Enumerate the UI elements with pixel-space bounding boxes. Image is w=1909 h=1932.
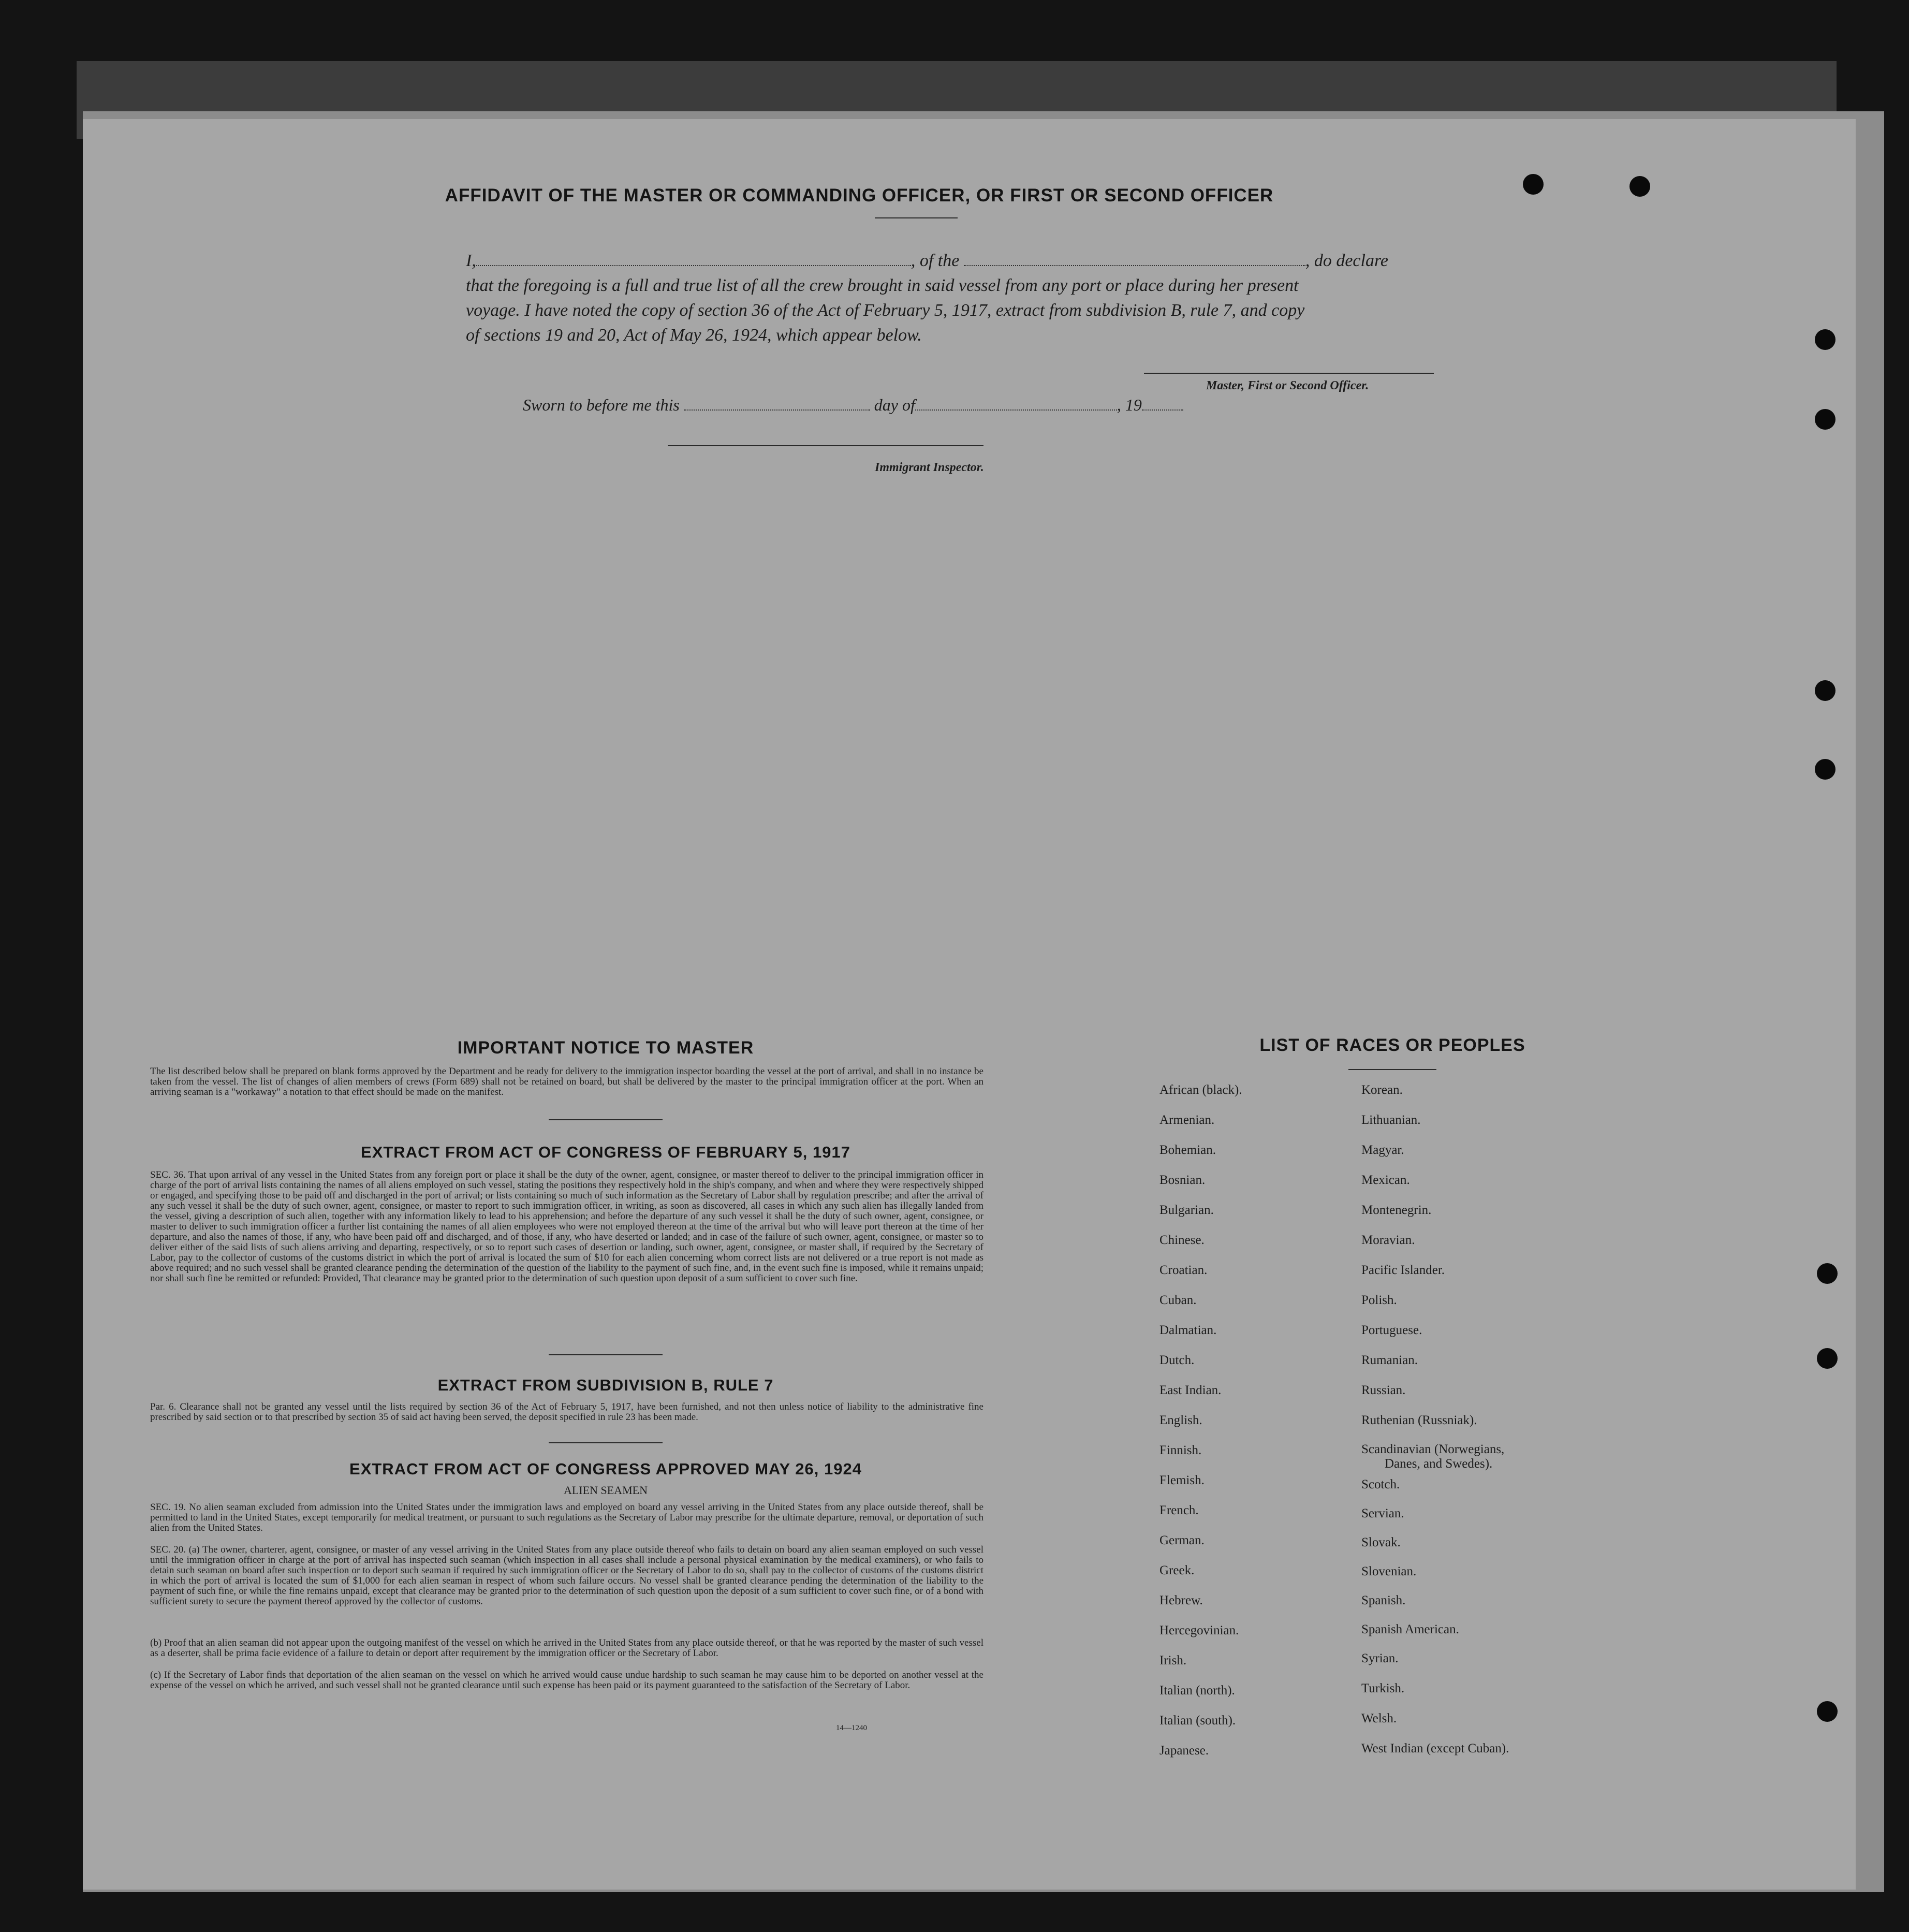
race-item: Bohemian. xyxy=(1159,1143,1216,1157)
sworn-statement: Sworn to before me this day of , 19 xyxy=(523,396,1183,415)
race-item: Lithuanian. xyxy=(1361,1113,1421,1127)
race-item: Slovak. xyxy=(1361,1535,1401,1549)
notice-title: IMPORTANT NOTICE TO MASTER xyxy=(457,1038,754,1058)
document-page xyxy=(83,119,1856,1890)
races-title: LIST OF RACES OR PEOPLES xyxy=(1259,1035,1525,1055)
race-item: Russian. xyxy=(1361,1383,1406,1397)
name-blank xyxy=(476,265,911,266)
sworn-day-blank xyxy=(684,409,870,411)
vessel-blank xyxy=(964,265,1305,266)
affidavit-title-rule xyxy=(875,217,958,218)
race-item: Korean. xyxy=(1361,1083,1403,1097)
race-item: Danes, and Swedes). xyxy=(1385,1457,1493,1471)
sworn-year-blank xyxy=(1142,409,1183,411)
race-item: Japanese. xyxy=(1159,1744,1209,1758)
declaration-line-4: of sections 19 and 20, Act of May 26, 1924, which appear below. xyxy=(466,326,922,345)
notice-text: The list described below shall be prepared on blank forms approved by the Department and be ready for delivery to the immigration inspector boarding the vessel at the port of arrival, and shall in no instance be taken from the vessel. The list of changes of alien members of crews (Form 689) shall not be retained on board, but shall be delivered by the master to the principal immigration officer at the port. When an arriving seaman is a "workaway" a notation to that effect should be made on the manifest. xyxy=(150,1066,983,1097)
master-signature-line xyxy=(1144,373,1434,374)
rule7-rule xyxy=(549,1442,663,1443)
punch-hole xyxy=(1817,1348,1838,1369)
sec20c-text: (c) If the Secretary of Labor finds that deportation of the alien seaman on the vessel on which he arrived would cause undue hardship to such seaman he may cause him to be deported on another vessel at the expense of the vessel on which he arrived, and such vessel shall not be granted clearance until such expense has been paid or its payment guaranteed to the satisfaction of the Secretary of Labor. xyxy=(150,1670,983,1691)
race-item: Ruthenian (Russniak). xyxy=(1361,1413,1477,1427)
form-number: 14—1240 xyxy=(836,1724,867,1732)
race-item: Magyar. xyxy=(1361,1143,1404,1157)
punch-hole xyxy=(1815,409,1835,430)
race-item: Dalmatian. xyxy=(1159,1323,1217,1337)
race-item: Greek. xyxy=(1159,1563,1195,1577)
race-item: Chinese. xyxy=(1159,1233,1205,1247)
race-item: East Indian. xyxy=(1159,1383,1222,1397)
race-item: Hercegovinian. xyxy=(1159,1623,1239,1637)
punch-hole xyxy=(1817,1701,1838,1722)
race-item: Flemish. xyxy=(1159,1473,1205,1487)
bleed-through-text xyxy=(1273,430,1791,1827)
punch-hole xyxy=(1523,174,1544,195)
race-item: Pacific Islander. xyxy=(1361,1263,1445,1277)
declaration-line-1: I, , of the , do declare xyxy=(466,251,1389,270)
races-title-rule xyxy=(1348,1069,1436,1070)
extract-1917-rule xyxy=(549,1354,663,1355)
race-item: Servian. xyxy=(1361,1506,1404,1520)
race-item: Croatian. xyxy=(1159,1263,1208,1277)
extract-1917-text: SEC. 36. That upon arrival of any vessel in the United States from any foreign port or place it shall be the duty of the owner, agent, consignee, or master thereof to deliver to the principal immigration officer in charge of the port of arrival lists containing the names of all aliens employed on such vessel, stating the positions they respectively hold in the ship's company, and when and where they were respectively shipped or engaged, and specifying those to be paid off and discharged in the port of arrival; or lists containing so much of such information as the Secretary of Labor shall by regulation prescribe; and after the arrival of any such vessel it shall be the duty of such owner, agent, consignee, or master to report to such immigration officer, in writing, as soon as discovered, all cases in which any such alien has illegally landed from the vessel, giving a description of such alien, together with any information likely to lead to his apprehension; and before the departure of any such vessel it shall be the duty of such owner, agent, consignee, or master to deliver to such immigration officer a further list containing the names of all alien employees who were not employed thereon at the time of the arrival but who will leave port thereon at the time of her departure, and also the names of those, if any, who have been paid off and discharged, and of those, if any, who have deserted or landed; and in case of the failure of such owner, agent, consignee, or master so to deliver either of the said lists of such aliens arriving and departing, respectively, or so to report such cases of desertion or landing, such owner, agent, consignee, or master shall, if required by the Secretary of Labor, pay to the collector of customs of the customs district in which the port of arrival is located the sum of $10 for each alien concerning whom correct lists are not delivered or a true report is not made as above required; and no such vessel shall be granted clearance pending the determination of the question of the liability to the payment of such fine, and, in the event such fine is imposed, while it remains unpaid; nor shall such fine be remitted or refunded: Provided, That clearance may be granted prior to the determination of such question upon deposit of a sum sufficient to cover such fine. xyxy=(150,1169,983,1284)
inspector-label: Immigrant Inspector. xyxy=(875,461,984,474)
race-item: Rumanian. xyxy=(1361,1353,1418,1367)
race-item: Portuguese. xyxy=(1361,1323,1422,1337)
rule7-text: Par. 6. Clearance shall not be granted any vessel until the lists required by section 36 of the Act of February 5, 1917, have been furnished, and not then unless notice of liability to the administrative fine prescribed by said section or to that prescribed by section 35 of said act having been served, the deposit specified in rule 23 has been made. xyxy=(150,1401,983,1423)
race-item: Hebrew. xyxy=(1159,1593,1203,1607)
affidavit-title: AFFIDAVIT OF THE MASTER OR COMMANDING OFFICER, OR FIRST OR SECOND OFFICER xyxy=(445,185,1274,206)
alien-seamen-subtitle: ALIEN SEAMEN xyxy=(564,1484,648,1497)
race-item: Mexican. xyxy=(1361,1173,1410,1187)
race-item: Welsh. xyxy=(1361,1711,1397,1725)
race-item: West Indian (except Cuban). xyxy=(1361,1741,1509,1755)
race-item: Cuban. xyxy=(1159,1293,1197,1307)
affidavit-declaration xyxy=(466,248,1605,348)
race-item: Bulgarian. xyxy=(1159,1203,1214,1217)
sec19-text: SEC. 19. No alien seaman excluded from admission into the United States under the immigration laws and employed on board any vessel arriving in the United States from any place outside thereof, shall be permitted to land in the United States, except temporarily for medical treatment, or pursuant to such regulations as the Secretary of Labor may prescribe for the ultimate departure, removal, or deportation of such alien from the United States. xyxy=(150,1502,983,1533)
master-signature-label: Master, First or Second Officer. xyxy=(1206,379,1369,392)
race-item: Turkish. xyxy=(1361,1681,1405,1695)
race-item: Scotch. xyxy=(1361,1477,1400,1491)
race-item: Spanish American. xyxy=(1361,1622,1459,1636)
race-item: Italian (south). xyxy=(1159,1714,1236,1728)
sworn-month-blank xyxy=(915,409,1117,411)
punch-hole xyxy=(1815,329,1835,350)
extract-1924-title: EXTRACT FROM ACT OF CONGRESS APPROVED MAY 26, 1924 xyxy=(349,1460,862,1478)
punch-hole xyxy=(1629,176,1650,197)
race-item: Moravian. xyxy=(1361,1233,1415,1247)
punch-hole xyxy=(1817,1263,1838,1284)
race-item: Armenian. xyxy=(1159,1113,1215,1127)
race-item: Scandinavian (Norwegians, xyxy=(1361,1442,1505,1456)
declaration-line-2: that the foregoing is a full and true list of all the crew brought in said vessel from any port or place during her present xyxy=(466,276,1299,295)
race-item: Spanish. xyxy=(1361,1593,1406,1607)
race-item: Irish. xyxy=(1159,1653,1187,1667)
sec20b-text: (b) Proof that an alien seaman did not appear upon the outgoing manifest of the vessel on which he arrived in the United States from any place outside thereof, or that he was reported by the master of such vessel as a deserter, shall be prima facie evidence of a failure to detain or deport after requirement by the immigration officer or the Secretary of Labor. xyxy=(150,1637,983,1659)
notice-rule xyxy=(549,1119,663,1120)
race-item: Italian (north). xyxy=(1159,1684,1235,1697)
punch-hole xyxy=(1815,759,1835,780)
extract-1917-title: EXTRACT FROM ACT OF CONGRESS OF FEBRUARY 5, 1917 xyxy=(361,1143,850,1161)
race-item: Syrian. xyxy=(1361,1651,1399,1665)
race-item: Montenegrin. xyxy=(1361,1203,1432,1217)
race-item: Slovenian. xyxy=(1361,1564,1417,1578)
declaration-line-3: voyage. I have noted the copy of section 36 of the Act of February 5, 1917, extract from subdivision B, rule 7, and copy xyxy=(466,301,1305,320)
race-item: German. xyxy=(1159,1533,1205,1547)
race-item: Finnish. xyxy=(1159,1443,1202,1457)
rule7-title: EXTRACT FROM SUBDIVISION B, RULE 7 xyxy=(437,1376,774,1394)
race-item: Dutch. xyxy=(1159,1353,1195,1367)
sec20a-text: SEC. 20. (a) The owner, charterer, agent, consignee, or master of any vessel arriving in the United States from any place outside thereof who fails to detain on board any alien seaman employed on such vessel until the immigration officer in charge at the port of arrival has inspected such seaman (which inspection in all cases shall include a personal physical examination by the medical examiners), or who fails to detain such seaman on board after such inspection or to deport such seaman if required by such immigration officer or the Secretary of Labor to do so, shall pay to the collector of customs of the customs district in which the port of arrival is located the sum of $1,000 for each alien seaman in respect of whom such failure occurs. No vessel shall be granted clearance pending the determination of the liability to the payment of such fine, or while the fine remains unpaid, except that clearance may be granted prior to the determination of such question upon the deposit of a sum sufficient to cover such fine, or of a bond with sufficient surety to secure the payment thereof approved by the collector of customs. xyxy=(150,1544,983,1607)
punch-hole xyxy=(1815,680,1835,701)
race-item: Polish. xyxy=(1361,1293,1397,1307)
race-item: French. xyxy=(1159,1503,1199,1517)
race-item: English. xyxy=(1159,1413,1202,1427)
race-item: African (black). xyxy=(1159,1083,1242,1097)
race-item: Bosnian. xyxy=(1159,1173,1206,1187)
inspector-signature-line xyxy=(668,445,983,446)
